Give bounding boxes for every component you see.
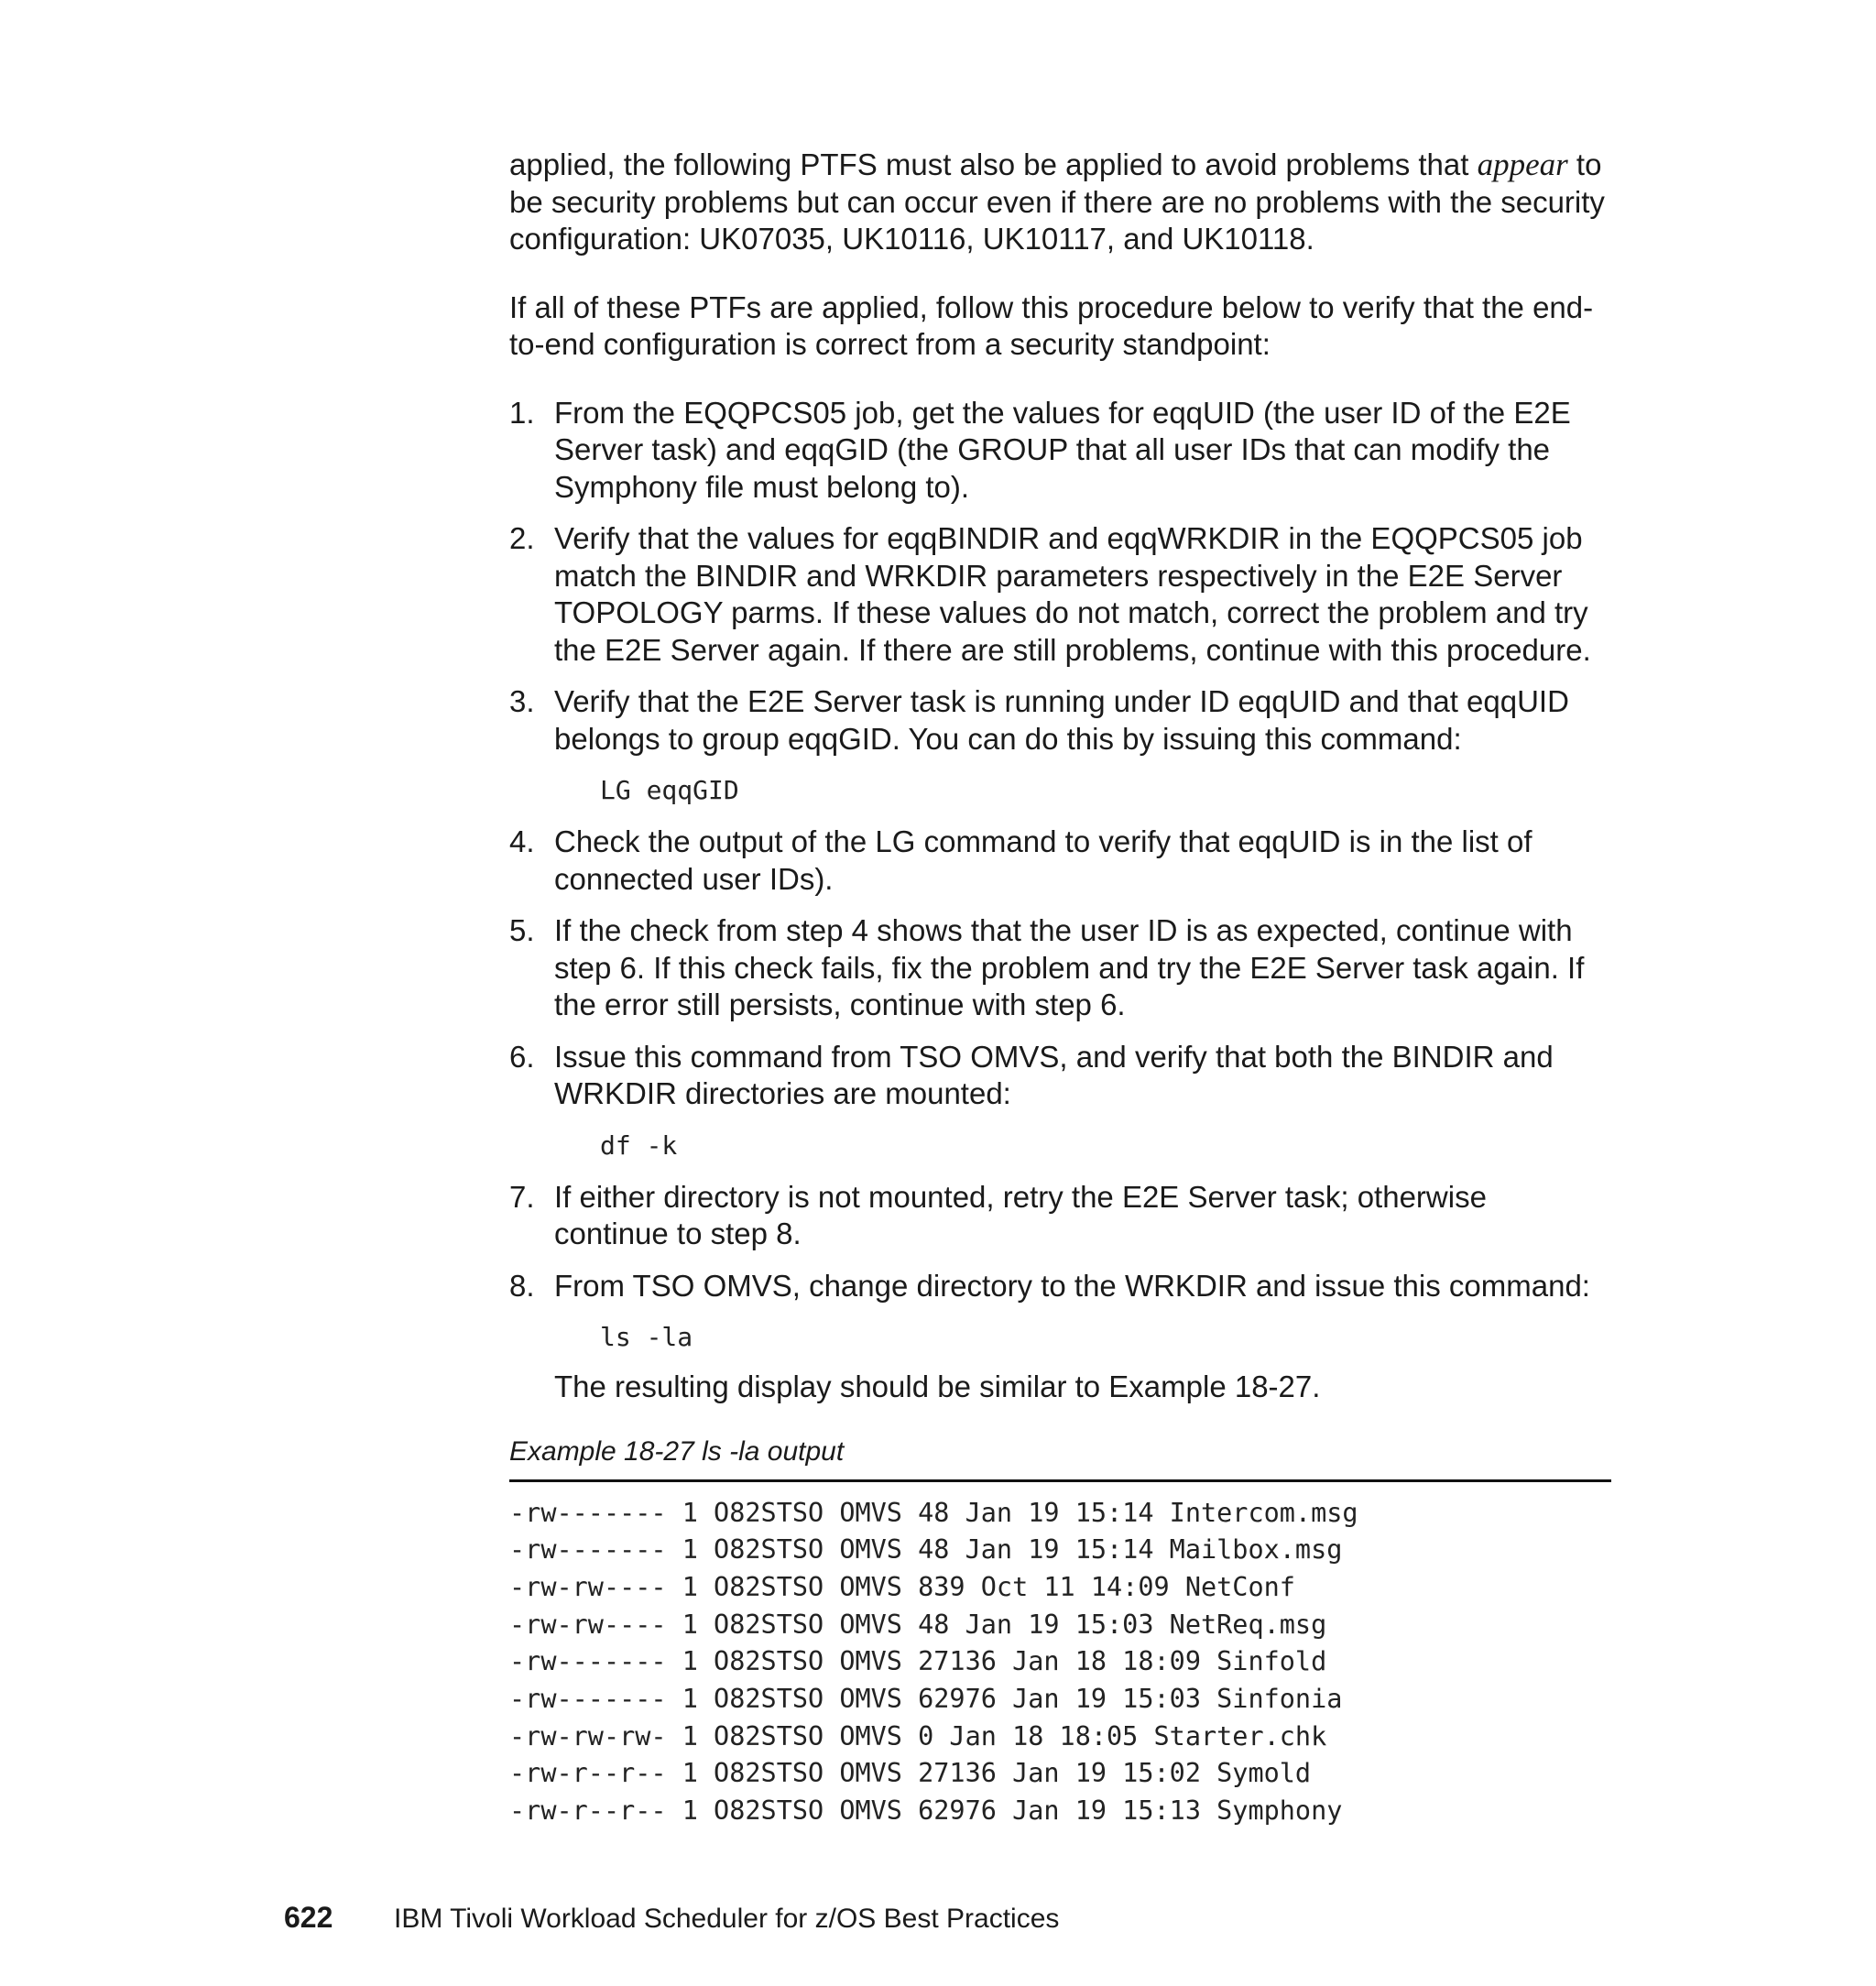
step-number: 4. xyxy=(509,824,535,858)
procedure-steps xyxy=(509,395,1609,1406)
page-content xyxy=(509,147,1609,1830)
step-3 xyxy=(509,683,1609,809)
listing-line: -rw-rw---- 1 O82STSO OMVS 839 Oct 11 14:09 NetConf xyxy=(509,1571,1295,1602)
step-text: If the check from step 4 shows that the user ID is as expected, continue with step 6. If this check fails, fix the problem and try the E2E Server task again. If the error still persists, continue with step 6. xyxy=(554,913,1585,1021)
listing-line: -rw-rw-rw- 1 O82STSO OMVS 0 Jan 18 18:05 Starter.chk xyxy=(509,1720,1327,1751)
step-7 xyxy=(509,1179,1609,1253)
page-number: 622 xyxy=(284,1901,333,1934)
step-8-followup: The resulting display should be similar to Example 18-27. xyxy=(554,1369,1321,1403)
intro-paragraph-1 xyxy=(509,147,1609,258)
step-number: 5. xyxy=(509,913,535,947)
step-number: 7. xyxy=(509,1179,535,1214)
step-number: 2. xyxy=(509,521,535,555)
intro-paragraph-1-end: to be security problems but can occur even if there are no problems with the security configuration: UK07035, UK10116, UK10117, and UK10118. xyxy=(509,147,1605,256)
step-2 xyxy=(509,520,1609,669)
listing-line: -rw------- 1 O82STSO OMVS 62976 Jan 19 15:03 Sinfonia xyxy=(509,1684,1343,1715)
step-8 xyxy=(509,1268,1609,1406)
step-text: From the EQQPCS05 job, get the values for eqqUID (the user ID of the E2E Server task) and eqqGID (the GROUP that all user IDs that can modify the Symphony file must belong to). xyxy=(554,395,1571,504)
step-6 xyxy=(509,1039,1609,1164)
step-number: 6. xyxy=(509,1039,535,1074)
emphasis-appear: appear xyxy=(1477,147,1568,182)
step-4 xyxy=(509,824,1609,898)
step-text: From TSO OMVS, change directory to the WRKDIR and issue this command: xyxy=(554,1268,1590,1303)
listing-line: -rw-r--r-- 1 O82STSO OMVS 62976 Jan 19 15:13 Symphony xyxy=(509,1795,1343,1827)
listing-line: -rw------- 1 O82STSO OMVS 48 Jan 19 15:14 Intercom.msg xyxy=(509,1497,1358,1528)
example-caption: Example 18-27 ls -la output xyxy=(509,1435,845,1467)
listing-line: -rw------- 1 O82STSO OMVS 27136 Jan 18 18:09 Sinfold xyxy=(509,1646,1327,1677)
step-text: Issue this command from TSO OMVS, and verify that both the BINDIR and WRKDIR directories are mounted: xyxy=(554,1039,1554,1110)
command-df: df -k xyxy=(600,1129,678,1161)
step-5 xyxy=(509,912,1609,1024)
listing-line: -rw-rw---- 1 O82STSO OMVS 48 Jan 19 15:03 NetReq.msg xyxy=(509,1609,1327,1640)
step-number: 8. xyxy=(509,1268,535,1303)
listing-line: -rw------- 1 O82STSO OMVS 48 Jan 19 15:14 Mailbox.msg xyxy=(509,1534,1343,1566)
step-number: 1. xyxy=(509,395,535,430)
step-number: 3. xyxy=(509,684,535,718)
intro-paragraph-1-start: applied, the following PTFS must also be applied to avoid problems that xyxy=(509,147,1478,181)
step-text: Check the output of the LG command to verify that eqqUID is in the list of connected user IDs). xyxy=(554,824,1532,896)
step-1 xyxy=(509,395,1609,507)
book-title: IBM Tivoli Workload Scheduler for z/OS Best Practices xyxy=(394,1904,1060,1934)
step-text: If either directory is not mounted, retry the E2E Server task; otherwise continue to step 8. xyxy=(554,1179,1487,1250)
step-text: Verify that the values for eqqBINDIR and eqqWRKDIR in the EQQPCS05 job match the BINDIR and WRKDIR parameters respectively in the E2E Server TOPOLOGY parms. If these values do not match, correct the problem and try the E2E Server again. If there are still problems, continue with this procedure. xyxy=(554,521,1591,667)
command-ls: ls -la xyxy=(600,1322,693,1352)
page-footer xyxy=(284,1899,1059,1937)
example-divider xyxy=(509,1479,1611,1482)
example-listing xyxy=(509,1495,1609,1830)
step-text: Verify that the E2E Server task is running under ID eqqUID and that eqqUID belongs to group eqqGID. You can do this by issuing this command: xyxy=(554,684,1569,756)
command-lg: LG eqqGID xyxy=(600,775,739,805)
intro-paragraph-2: If all of these PTFs are applied, follow this procedure below to verify that the end-to-end configuration is correct from a security standpoint: xyxy=(509,289,1594,361)
listing-line: -rw-r--r-- 1 O82STSO OMVS 27136 Jan 19 15:02 Symold xyxy=(509,1758,1312,1789)
